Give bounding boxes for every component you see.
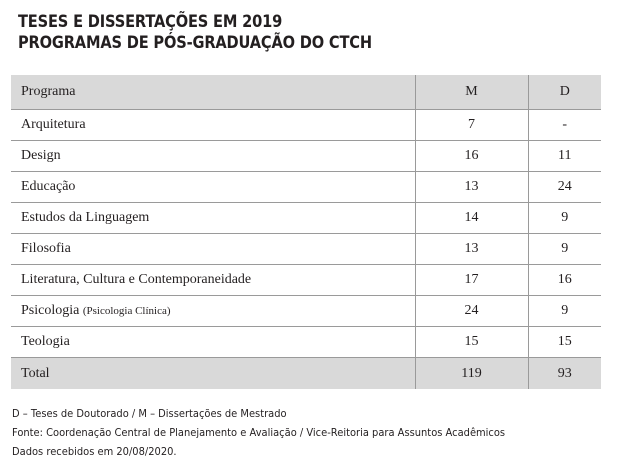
row-d: 9: [528, 234, 601, 265]
table-row: [11, 110, 601, 141]
row-program: [11, 110, 415, 141]
table-row: [11, 141, 601, 172]
date-note: Dados recebidos em 20/08/2020.: [12, 445, 177, 458]
row-program: [11, 203, 415, 234]
table-row: [11, 172, 601, 203]
row-m: 13: [415, 172, 528, 203]
header-m: M: [415, 75, 528, 110]
program-name: Teologia: [21, 334, 70, 349]
title-line-1: TESES E DISSERTAÇÕES EM 2019: [18, 12, 283, 32]
results-table: [11, 75, 601, 389]
program-name: Estudos da Linguagem: [21, 210, 150, 225]
program-name: Literatura, Cultura e Contemporaneidade: [21, 272, 252, 287]
program-name: Filosofia: [21, 241, 71, 256]
row-m: 13: [415, 234, 528, 265]
program-subtitle: (Psicologia Clínica): [82, 305, 171, 317]
row-m: 7: [415, 110, 528, 141]
table-row: [11, 234, 601, 265]
page-title: [18, 12, 372, 54]
row-m: 24: [415, 296, 528, 327]
row-d: 9: [528, 203, 601, 234]
row-program: [11, 234, 415, 265]
row-d: 11: [528, 141, 601, 172]
title-line-2: PROGRAMAS DE PÓS-GRADUAÇÃO DO CTCH: [18, 33, 372, 53]
table-row: [11, 327, 601, 358]
row-program: [11, 172, 415, 203]
row-program: [11, 265, 415, 296]
table-row: [11, 203, 601, 234]
table-header-row: [11, 75, 601, 110]
total-m: 119: [415, 358, 528, 390]
row-program: [11, 141, 415, 172]
source-note: Fonte: Coordenação Central de Planejamento e Avaliação / Vice-Reitoria para Assuntos Acadêmicos: [12, 426, 506, 439]
header-program: Programa: [11, 75, 415, 110]
total-label: Total: [11, 358, 415, 390]
row-m: 14: [415, 203, 528, 234]
total-row: [11, 358, 601, 390]
program-name: Arquitetura: [21, 117, 86, 132]
row-d: 24: [528, 172, 601, 203]
program-name: Educação: [21, 179, 76, 194]
row-m: 15: [415, 327, 528, 358]
row-d: 16: [528, 265, 601, 296]
row-program: [11, 327, 415, 358]
row-d: 9: [528, 296, 601, 327]
legend-note: D – Teses de Doutorado / M – Dissertações de Mestrado: [12, 407, 287, 420]
total-d: 93: [528, 358, 601, 390]
table-row: [11, 265, 601, 296]
program-name: Design: [21, 148, 61, 163]
table-row: [11, 296, 601, 327]
row-m: 16: [415, 141, 528, 172]
row-program: [11, 296, 415, 327]
program-name: Psicologia: [21, 303, 80, 318]
row-m: 17: [415, 265, 528, 296]
header-d: D: [528, 75, 601, 110]
row-d: 15: [528, 327, 601, 358]
footnotes: [12, 404, 505, 461]
row-d: -: [528, 110, 601, 141]
